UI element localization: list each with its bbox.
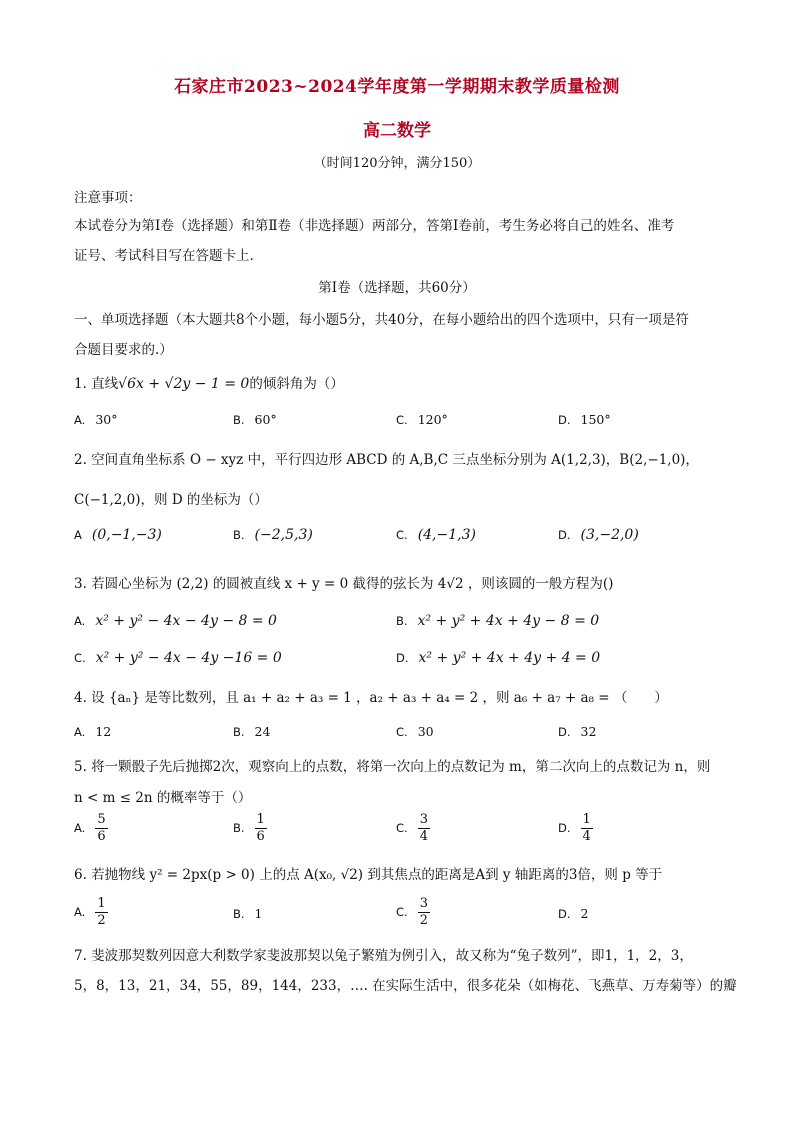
q6-option-a: A. $\frac{1}{2}$: [74, 896, 106, 928]
q1-prefix: 1. 直线: [74, 376, 119, 392]
q4-option-b: B. 24: [233, 724, 271, 739]
q2-option-c: C. (4,−1,3): [396, 527, 476, 543]
q1-suffix: 的倾斜角为（）: [249, 376, 344, 392]
question-3: 3. 若圆心坐标为 (2,2) 的圆被直线 x + y = 0 截得的弦长为 4√2 ，则该圆的一般方程为(): [74, 576, 614, 592]
q4-option-c: C. 30: [396, 724, 434, 739]
question-7-line-1: 7. 斐波那契数列因意大利数学家斐波那契以兔子繁殖为例引入，故又称为“兔子数列”，即1，1，2，3，: [74, 948, 693, 964]
question-2-line-2: C(−1,2,0)，则 D 的坐标为（）: [74, 492, 268, 508]
notes-heading: 注意事项：: [74, 190, 142, 206]
question-2-line-1: 2. 空间直角坐标系 O − xyz 中，平行四边形 ABCD 的 A,B,C 三点坐标分别为 A(1,2,3)，B(2,−1,0)，: [74, 452, 699, 468]
question-4: 4. 设 {aₙ} 是等比数列，且 a₁ + a₂ + a₃ = 1 ，a₂ + a₃ + a₄ = 2 ，则 a₆ + a₇ + a₈ = （ ）: [74, 690, 668, 706]
q5-option-b: B. $\frac{1}{6}$: [233, 812, 265, 844]
q1-option-a: A. 30°: [74, 412, 118, 427]
q1-option-d: D. 150°: [558, 412, 611, 427]
q6-option-d: D. 2: [558, 906, 589, 921]
exam-title: 石家庄市2023~2024学年度第一学期期末教学质量检测: [174, 77, 620, 97]
q1-option-c: C. 120°: [396, 412, 448, 427]
question-7-line-2: 5，8，13，21，34，55，89，144，233，…. 在实际生活中，很多花朵（如梅花、飞燕草、万寿菊等）的瓣: [74, 978, 737, 994]
q2-option-d: D. (3,−2,0): [558, 527, 639, 543]
q2-option-a: A (0,−1,−3): [74, 527, 162, 543]
section-title: 第Ⅰ卷（选择题，共60分）: [318, 280, 476, 296]
q5-option-c: C. $\frac{3}{4}$: [396, 812, 428, 844]
q3-option-b: B. x² + y² + 4x + 4y − 8 = 0: [396, 613, 600, 629]
question-5-line-2: n < m ≤ 2n 的概率等于（）: [74, 790, 252, 806]
q6-option-c: C. $\frac{3}{2}$: [396, 896, 428, 928]
q3-option-c: C. x² + y² − 4x − 4y −16 = 0: [74, 650, 282, 666]
question-5-line-1: 5. 将一颗骰子先后抛掷2次，观察向上的点数，将第一次向上的点数记为 m，第二次向上的点数记为 n，则: [74, 759, 711, 775]
question-6: 6. 若抛物线 y² = 2px(p > 0) 上的点 A(x₀, √2) 到其焦点的距离是A到 y 轴距离的3倍，则 p 等于: [74, 867, 663, 883]
q1-option-b: B. 60°: [233, 412, 277, 427]
q3-option-a: A. x² + y² − 4x − 4y − 8 = 0: [74, 613, 277, 629]
notes-line-1: 本试卷分为第Ⅰ卷（选择题）和第Ⅱ卷（非选择题）两部分，答第Ⅰ卷前，考生务必将自己的姓名、准考: [74, 218, 675, 234]
q6-option-b: B. 1: [233, 906, 263, 921]
section-intro-1: 一、单项选择题（本大题共8个小题，每小题5分，共40分，在每小题给出的四个选项中，只有一项是符: [74, 312, 689, 328]
q4-option-d: D. 32: [558, 724, 597, 739]
q4-option-a: A. 12: [74, 724, 112, 739]
question-1: [74, 372, 344, 392]
q3-option-d: D. x² + y² + 4x + 4y + 4 = 0: [396, 650, 601, 666]
exam-time-info: （时间120分钟，满分150）: [313, 156, 481, 171]
section-intro-2: 合题目要求的.）: [74, 342, 173, 358]
q5-option-d: D. $\frac{1}{4}$: [558, 812, 591, 844]
q2-option-b: B. (−2,5,3): [233, 527, 313, 543]
exam-subtitle: 高二数学: [363, 121, 431, 141]
q1-expression: √6x + √2y − 1 = 0: [118, 376, 250, 392]
notes-line-2: 证号、考试科目写在答题卡上.: [74, 248, 254, 264]
q5-option-a: A. $\frac{5}{6}$: [74, 812, 106, 844]
